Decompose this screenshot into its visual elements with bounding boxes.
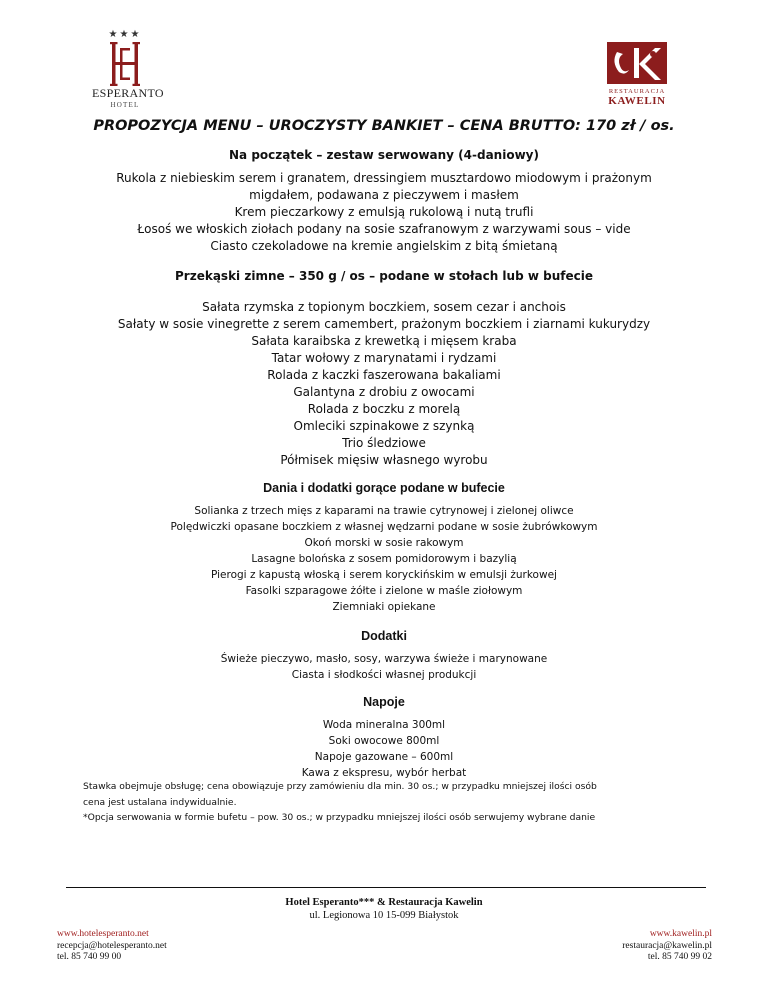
hotel-name: ESPERANTO	[92, 86, 164, 100]
list-item: Lasagne bolońska z sosem pomidorowym i bazylią	[251, 553, 517, 565]
list-item: Fasolki szparagowe żółte i zielone w maśle ziołowym	[245, 585, 523, 597]
hotel-sub: HOTEL	[110, 101, 140, 109]
list-item: Półmisek mięsiw własnego wyrobu	[280, 453, 488, 467]
footer-street: ul. Legionowa 10 15-099 Białystok	[309, 910, 459, 921]
restauracja-kawelin-logo	[602, 40, 672, 107]
list-item: Sałata karaibska z krewetką i mięsem kraba	[251, 334, 517, 348]
kawelin-monogram-icon	[605, 40, 669, 86]
page-title: PROPOZYCJA MENU – UROCZYSTY BANKIET – CENA BRUTTO: 170 zł / os.	[93, 118, 675, 134]
hotel-phone: tel. 85 740 99 00	[57, 952, 122, 962]
section-heading-start: Na początek – zestaw serwowany (4-daniowy)	[229, 148, 539, 162]
restaurant-label: RESTAURACJA	[608, 88, 666, 95]
section-heading-drinks: Napoje	[363, 695, 405, 709]
list-item: Ciasta i słodkości własnej produkcji	[291, 669, 477, 681]
list-item: Solianka z trzech mięs z kaparami na trawie cytrynowej i zielonej oliwce	[194, 505, 574, 517]
restaurant-email-link[interactable]: restauracja@kawelin.pl	[622, 940, 712, 951]
hotel-stars: ★★★	[108, 29, 142, 40]
list-item: Ziemniaki opiekane	[332, 601, 436, 613]
list-item: Omleciki szpinakowe z szynką	[293, 419, 475, 433]
esperanto-monogram-icon	[108, 42, 142, 86]
footer-address	[0, 896, 768, 922]
list-item: Trio śledziowe	[342, 436, 426, 450]
hotel-esperanto-logo	[92, 29, 164, 109]
list-item: Kawa z ekspresu, wybór herbat	[301, 767, 467, 779]
hotel-email-link[interactable]: recepcja@hotelesperanto.net	[57, 940, 167, 951]
footer-divider	[66, 887, 706, 888]
list-item: Pierogi z kapustą włoską i serem koryckińskim w emulsji żurkowej	[211, 569, 557, 581]
note-line: *Opcja serwowania w formie bufetu – pow. 30 os.; w przypadku mniejszej ilości osób serwujemy wybrane danie	[83, 812, 596, 823]
cold-items-list	[60, 299, 708, 469]
note-line: Stawka obejmuje obsługę; cena obowiązuje przy zamówieniu dla min. 30 os.; w przypadku mniejszej ilości osób	[83, 781, 597, 792]
list-item: Polędwiczki opasane boczkiem z własnej wędzarni podane w sosie żubrówkowym	[170, 521, 598, 533]
list-item: Tatar wołowy z marynatami i rydzami	[271, 351, 497, 365]
start-items-list	[60, 170, 708, 255]
list-item: Rukola z niebieskim serem i granatem, dressingiem musztardowo miodowym i prażonym	[116, 171, 652, 185]
note-line: cena jest ustalana indywidualnie.	[83, 796, 237, 808]
list-item: Okoń morski w sosie rakowym	[304, 537, 464, 549]
restaurant-website-link[interactable]: www.kawelin.pl	[649, 929, 712, 939]
hot-items-list	[60, 503, 708, 615]
list-item: Soki owocowe 800ml	[328, 735, 440, 747]
list-item: Napoje gazowane – 600ml	[314, 751, 454, 763]
list-item: Ciasto czekoladowe na kremie angielskim z bitą śmietaną	[210, 239, 558, 253]
restaurant-name: KAWELIN	[608, 95, 666, 107]
list-item: Sałaty w sosie vinegrette z serem camembert, prażonym boczkiem i ziarnami kukurydzy	[117, 317, 651, 331]
list-item: Łosoś we włoskich ziołach podany na sosie szafranowym z warzywami sous – vide	[137, 222, 631, 236]
hotel-website-link[interactable]: www.hotelesperanto.net	[57, 929, 149, 939]
pricing-notes	[83, 779, 703, 826]
list-item: Krem pieczarkowy z emulsją rukolową i nutą trufli	[234, 205, 534, 219]
menu-content	[60, 118, 708, 781]
footer-title: Hotel Esperanto*** & Restauracja Kawelin	[285, 897, 483, 908]
footer-restaurant-contact	[622, 929, 712, 964]
section-heading-cold: Przekąski zimne – 350 g / os – podane w stołach lub w bufecie	[175, 269, 593, 283]
footer-hotel-contact	[57, 929, 167, 964]
list-item: Woda mineralna 300ml	[322, 719, 446, 731]
extras-items-list	[60, 651, 708, 683]
drinks-items-list	[60, 717, 708, 781]
list-item: migdałem, podawana z pieczywem i masłem	[249, 188, 519, 202]
restaurant-phone: tel. 85 740 99 02	[647, 952, 712, 962]
list-item: Rolada z boczku z morelą	[307, 402, 461, 416]
section-heading-extras: Dodatki	[361, 629, 407, 643]
list-item: Sałata rzymska z topionym boczkiem, sosem cezar i anchois	[202, 300, 566, 314]
list-item: Galantyna z drobiu z owocami	[293, 385, 475, 399]
section-heading-hot: Dania i dodatki gorące podane w bufecie	[263, 481, 505, 495]
list-item: Świeże pieczywo, masło, sosy, warzywa świeże i marynowane	[220, 653, 548, 665]
list-item: Rolada z kaczki faszerowana bakaliami	[267, 368, 501, 382]
